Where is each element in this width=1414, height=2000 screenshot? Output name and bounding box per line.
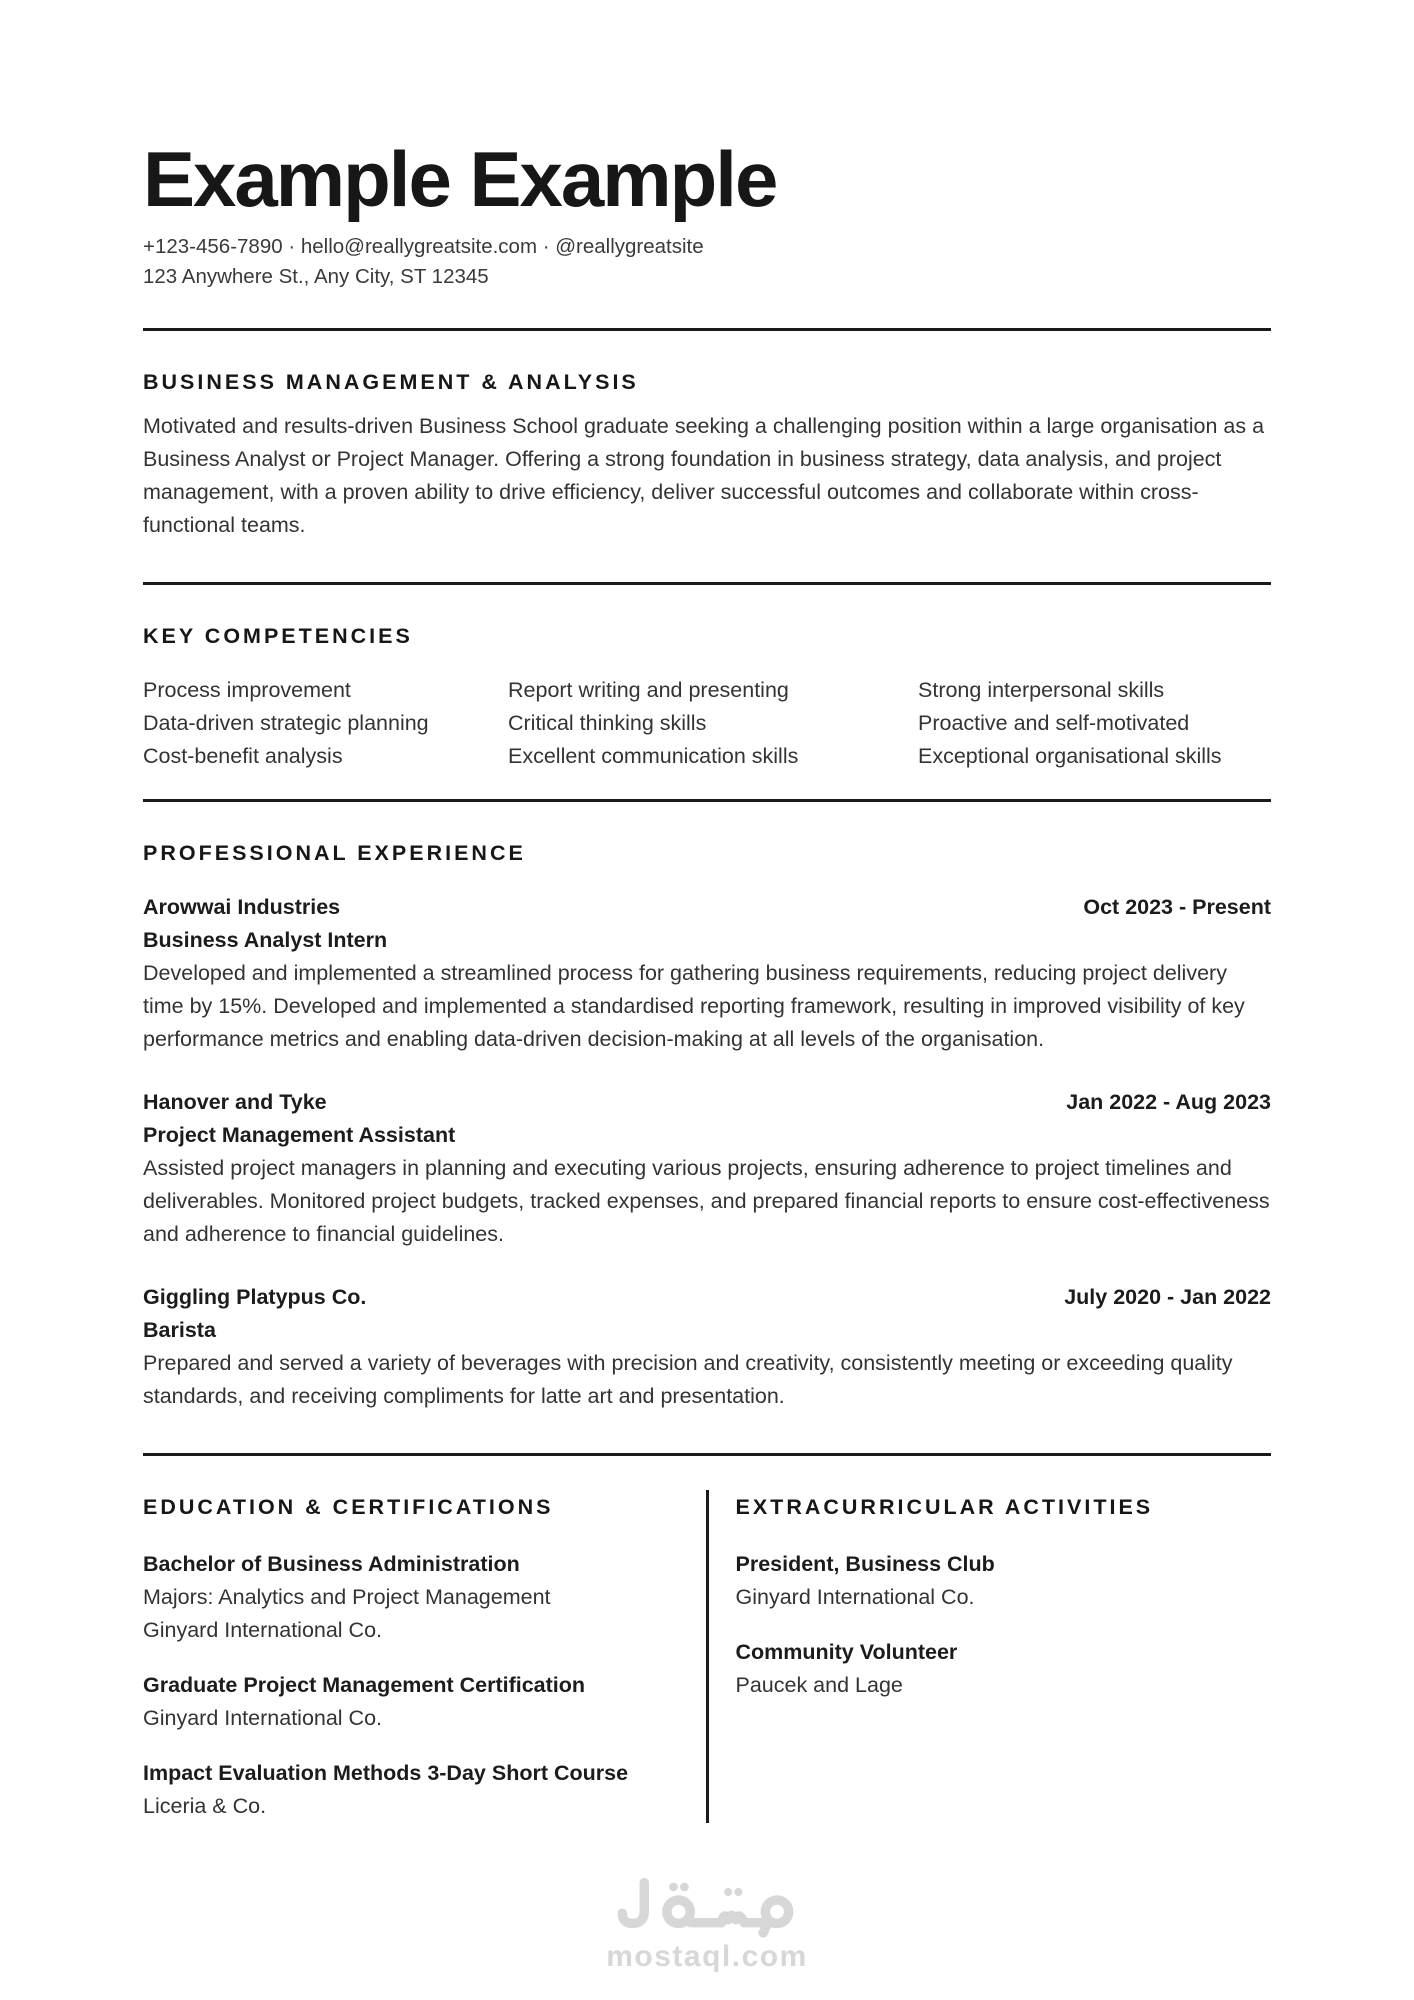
competency-item: Exceptional organisational skills bbox=[918, 744, 1222, 769]
job-description: Prepared and served a variety of beverages with precision and creativity, consistently meeting or exceeding quality standards, and receiving compliments for latte art and presentation. bbox=[143, 1351, 1233, 1409]
section-divider bbox=[143, 799, 1271, 802]
education-column bbox=[143, 1490, 678, 1823]
job-entry bbox=[143, 891, 1271, 1056]
watermark bbox=[0, 1876, 1414, 1974]
competency-item: Report writing and presenting bbox=[508, 678, 789, 703]
watermark-site-text: mostaql.com bbox=[606, 1940, 808, 1973]
education-title: Graduate Project Management Certification bbox=[143, 1672, 586, 1697]
contact-block bbox=[143, 232, 1271, 292]
competencies-heading: KEY COMPETENCIES bbox=[143, 623, 413, 648]
bottom-columns bbox=[143, 1490, 1271, 1823]
company-name: Arowwai Industries bbox=[143, 895, 341, 920]
education-detail: Liceria & Co. bbox=[143, 1793, 267, 1818]
experience-heading: PROFESSIONAL EXPERIENCE bbox=[143, 840, 526, 865]
person-name: Example Example bbox=[143, 135, 777, 223]
address-line: 123 Anywhere St., Any City, ST 12345 bbox=[143, 265, 489, 288]
job-header bbox=[143, 1086, 1271, 1119]
activity-detail: Paucek and Lage bbox=[735, 1672, 903, 1697]
competency-item: Excellent communication skills bbox=[508, 744, 799, 769]
section-divider bbox=[143, 1453, 1271, 1456]
competencies-column bbox=[143, 674, 508, 773]
competency-item: Critical thinking skills bbox=[508, 711, 707, 736]
resume-content bbox=[143, 135, 1271, 1823]
education-detail: Ginyard International Co. bbox=[143, 1617, 383, 1642]
job-entry bbox=[143, 1281, 1271, 1413]
extracurricular-column bbox=[709, 1490, 1272, 1823]
contact-line: +123-456-7890 · hello@reallygreatsite.com · @reallygreatsite bbox=[143, 235, 704, 258]
education-title: Impact Evaluation Methods 3-Day Short Course bbox=[143, 1760, 629, 1785]
mostaql-logo-icon bbox=[612, 1876, 802, 1938]
job-description: Assisted project managers in planning and executing various projects, ensuring adherence to project timelines and deliverables. Monitored project budgets, tracked expenses, and prepared financial reports to ensure cost-effectiveness and adherence to financial guidelines. bbox=[143, 1156, 1270, 1247]
job-dates: Oct 2023 - Present bbox=[1083, 895, 1271, 920]
summary-heading: BUSINESS MANAGEMENT & ANALYSIS bbox=[143, 369, 639, 394]
education-entry bbox=[143, 1757, 678, 1823]
education-entry bbox=[143, 1548, 678, 1647]
competencies-column bbox=[918, 674, 1271, 773]
section-divider bbox=[143, 582, 1271, 585]
education-detail: Ginyard International Co. bbox=[143, 1705, 383, 1730]
job-entry bbox=[143, 1086, 1271, 1251]
activity-detail: Ginyard International Co. bbox=[735, 1584, 975, 1609]
company-name: Hanover and Tyke bbox=[143, 1090, 327, 1115]
job-dates: July 2020 - Jan 2022 bbox=[1064, 1285, 1271, 1310]
activity-title: President, Business Club bbox=[735, 1551, 995, 1576]
extracurricular-heading: EXTRACURRICULAR ACTIVITIES bbox=[735, 1494, 1154, 1519]
competency-item: Cost-benefit analysis bbox=[143, 744, 343, 769]
job-title: Business Analyst Intern bbox=[143, 928, 388, 953]
job-header bbox=[143, 891, 1271, 924]
education-heading: EDUCATION & CERTIFICATIONS bbox=[143, 1494, 554, 1519]
job-title: Barista bbox=[143, 1318, 216, 1343]
competencies-grid bbox=[143, 674, 1271, 773]
job-title: Project Management Assistant bbox=[143, 1123, 456, 1148]
job-dates: Jan 2022 - Aug 2023 bbox=[1066, 1090, 1271, 1115]
job-description: Developed and implemented a streamlined process for gathering business requirements, reducing project delivery time by 15%. Developed and implemented a standardised reporting framework, resulting in improved visibility of key performance metrics and enabling data-driven decision-making at all levels of the organisation. bbox=[143, 961, 1245, 1052]
competency-item: Data-driven strategic planning bbox=[143, 711, 429, 736]
education-title: Bachelor of Business Administration bbox=[143, 1551, 520, 1576]
competency-item: Proactive and self-motivated bbox=[918, 711, 1190, 736]
job-header bbox=[143, 1281, 1271, 1314]
activity-entry bbox=[736, 1548, 1272, 1614]
education-detail: Majors: Analytics and Project Management bbox=[143, 1584, 551, 1609]
competency-item: Strong interpersonal skills bbox=[918, 678, 1165, 703]
education-entry bbox=[143, 1669, 678, 1735]
company-name: Giggling Platypus Co. bbox=[143, 1285, 367, 1310]
activity-entry bbox=[736, 1636, 1272, 1702]
activity-title: Community Volunteer bbox=[735, 1639, 958, 1664]
competencies-column bbox=[508, 674, 918, 773]
competency-item: Process improvement bbox=[143, 678, 351, 703]
summary-text: Motivated and results-driven Business School graduate seeking a challenging position within a large organisation as a Business Analyst or Project Manager. Offering a strong foundation in business strategy, data analysis, and project management, with a proven ability to drive efficiency, deliver successful outcomes and collaborate within cross-functional teams. bbox=[143, 414, 1265, 538]
section-divider bbox=[143, 328, 1271, 331]
